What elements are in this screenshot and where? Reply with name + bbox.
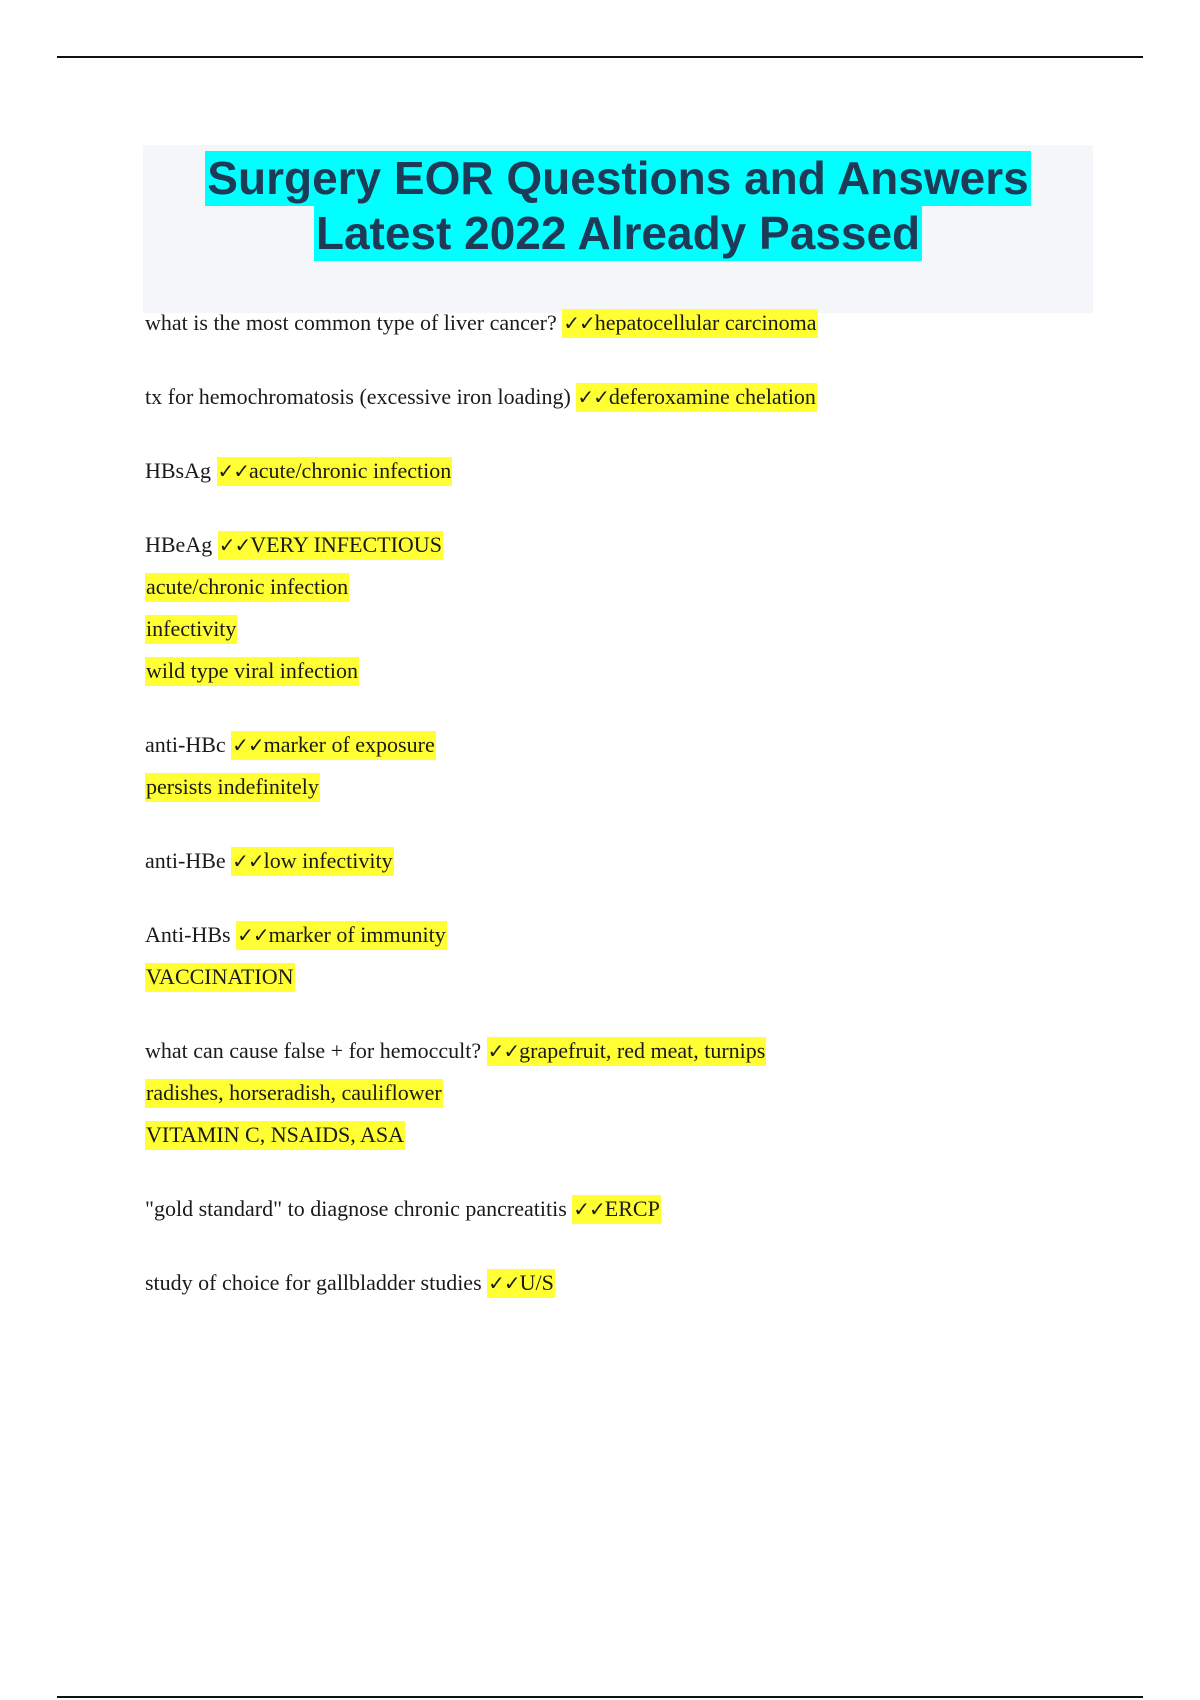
question-text: what can cause false + for hemoccult?: [145, 1038, 482, 1063]
double-check-icon: ✓✓: [232, 733, 264, 757]
qa-question-line: [145, 384, 1145, 410]
question-text: what is the most common type of liver cancer?: [145, 310, 557, 335]
qa-item: [145, 848, 1145, 874]
answer-text: low infectivity: [263, 848, 393, 873]
answer-highlight: [218, 531, 443, 560]
question-text: Anti-HBs: [145, 922, 231, 947]
qa-question-line: [145, 532, 1145, 558]
answer-continuation-text: VITAMIN C, NSAIDS, ASA: [145, 1121, 405, 1150]
title-line-2: Latest 2022 Already Passed: [315, 207, 921, 259]
qa-question-line: [145, 922, 1145, 948]
answer-highlight: [231, 847, 393, 876]
answer-continuation-text: radishes, horseradish, cauliflower: [145, 1079, 443, 1108]
title-block: [143, 145, 1093, 313]
answer-highlight: [217, 457, 453, 486]
answer-continuation-line: [145, 964, 1145, 990]
qa-question-line: [145, 1196, 1145, 1222]
bottom-rule: [57, 1696, 1143, 1698]
document-title: [143, 145, 1093, 261]
question-text: anti-HBc: [145, 732, 226, 757]
qa-item: [145, 310, 1145, 336]
answer-text: VERY INFECTIOUS: [250, 532, 442, 557]
qa-question-line: [145, 1270, 1145, 1296]
double-check-icon: ✓✓: [487, 1039, 520, 1063]
answer-continuation-line: [145, 616, 1145, 642]
answer-continuation-line: [145, 774, 1145, 800]
answer-highlight: [562, 309, 817, 338]
answer-continuation-text: wild type viral infection: [145, 657, 359, 686]
question-text: study of choice for gallbladder studies: [145, 1270, 482, 1295]
double-check-icon: ✓✓: [218, 533, 251, 557]
double-check-icon: ✓✓: [232, 849, 264, 873]
answer-continuation-line: [145, 658, 1145, 684]
answer-text: U/S: [519, 1270, 554, 1295]
answer-continuation-line: [145, 1122, 1145, 1148]
double-check-icon: ✓✓: [577, 385, 609, 409]
answer-highlight: [576, 383, 817, 412]
answer-text: deferoxamine chelation: [608, 384, 816, 409]
answer-continuation-line: [145, 574, 1145, 600]
question-text: anti-HBe: [145, 848, 226, 873]
qa-item: [145, 384, 1145, 410]
answer-continuation-line: [145, 1080, 1145, 1106]
qa-question-line: [145, 848, 1145, 874]
answer-highlight: [231, 731, 436, 760]
answer-text: hepatocellular carcinoma: [594, 310, 817, 335]
qa-question-line: [145, 458, 1145, 484]
answer-text: ERCP: [604, 1196, 660, 1221]
answer-text: acute/chronic infection: [249, 458, 452, 483]
top-rule: [57, 56, 1143, 58]
qa-question-line: [145, 1038, 1145, 1064]
qa-question-line: [145, 310, 1145, 336]
answer-highlight: [487, 1269, 555, 1298]
question-text: "gold standard" to diagnose chronic pancreatitis: [145, 1196, 567, 1221]
answer-highlight: [236, 921, 447, 950]
answer-text: marker of exposure: [263, 732, 435, 757]
title-line-1: Surgery EOR Questions and Answers: [207, 152, 1029, 204]
qa-item: [145, 1038, 1145, 1148]
answer-continuation-text: VACCINATION: [145, 963, 295, 992]
answer-text: grapefruit, red meat, turnips: [519, 1038, 766, 1063]
answer-continuation-text: infectivity: [145, 615, 237, 644]
question-text: HBeAg: [145, 532, 213, 557]
double-check-icon: ✓✓: [488, 1271, 520, 1295]
qa-question-line: [145, 732, 1145, 758]
qa-item: [145, 922, 1145, 990]
qa-item: [145, 1270, 1145, 1296]
qa-item: [145, 458, 1145, 484]
double-check-icon: ✓✓: [573, 1197, 605, 1221]
qa-list: [145, 310, 1145, 1312]
answer-continuation-text: acute/chronic infection: [145, 573, 349, 602]
question-text: HBsAg: [145, 458, 212, 483]
question-text: tx for hemochromatosis (excessive iron loading): [145, 384, 571, 409]
answer-highlight: [572, 1195, 661, 1224]
double-check-icon: ✓✓: [563, 311, 595, 335]
double-check-icon: ✓✓: [217, 459, 250, 483]
answer-highlight: [487, 1037, 767, 1066]
answer-continuation-text: persists indefinitely: [145, 773, 320, 802]
qa-item: [145, 732, 1145, 800]
answer-text: marker of immunity: [268, 922, 446, 947]
qa-item: [145, 532, 1145, 684]
double-check-icon: ✓✓: [237, 923, 269, 947]
qa-item: [145, 1196, 1145, 1222]
